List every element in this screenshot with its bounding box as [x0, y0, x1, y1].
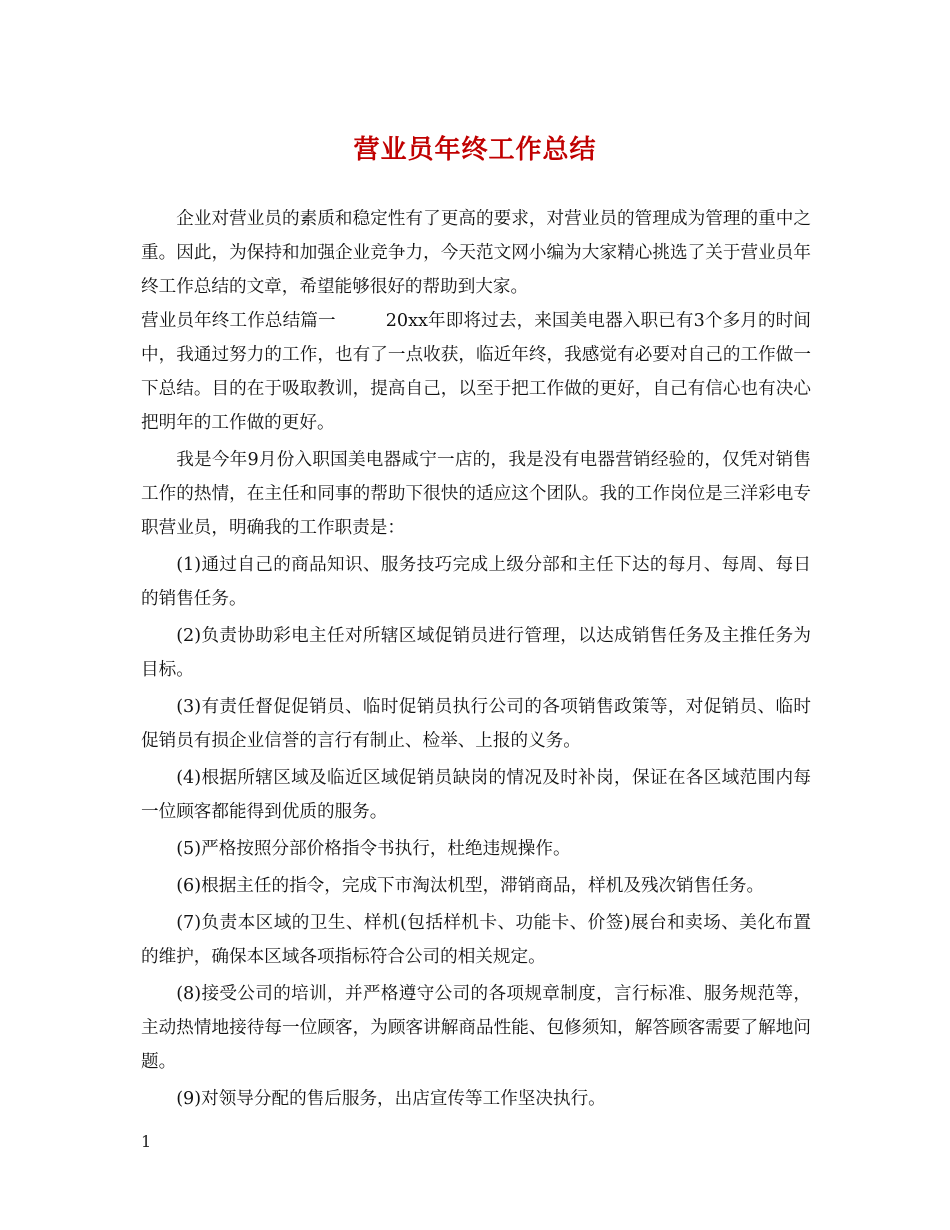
- section-heading: 营业员年终工作总结篇一: [141, 311, 336, 331]
- duty-item-1: (1)通过自己的商品知识、服务技巧完成上级分部和主任下达的每月、每周、每日的销售任务。: [141, 555, 811, 609]
- page-number: 1: [141, 1132, 152, 1151]
- duty-item-4: (4)根据所辖区域及临近区域促销员缺岗的情况及时补岗，保证在各区域范围内每一位顾客都能得到优质的服务。: [141, 768, 811, 822]
- duty-item-7: (7)负责本区域的卫生、样机(包括样机卡、功能卡、价签)展台和卖场、美化布置的维护，确保本区域各项指标符合公司的相关规定。: [141, 913, 811, 967]
- section-first-paragraph: [141, 304, 811, 440]
- document-body: [141, 202, 811, 1116]
- duty-item-3: (3)有责任督促促销员、临时促销员执行公司的各项销售政策等，对促销员、临时促销员有损企业信誉的言行有制止、检举、上报的义务。: [141, 697, 811, 751]
- document-title: 营业员年终工作总结: [353, 135, 597, 165]
- section-first-text: 20xx年即将过去，来国美电器入职已有3个多月的时间中，我通过努力的工作，也有了一点收获，临近年终，我感觉有必要对自己的工作做一下总结。目的在于吸取教训，提高自己，以至于把工作做的更好，自己有信心也有决心把明年的工作做的更好。: [141, 311, 811, 433]
- paragraph-2: 我是今年9月份入职国美电器咸宁一店的，我是没有电器营销经验的，仅凭对销售工作的热情，在主任和同事的帮助下很快的适应这个团队。我的工作岗位是三洋彩电专职营业员，明确我的工作职责是：: [141, 450, 811, 538]
- intro-paragraph: 企业对营业员的素质和稳定性有了更高的要求，对营业员的管理成为管理的重中之重。因此，为保持和加强企业竞争力，今天范文网小编为大家精心挑选了关于营业员年终工作总结的文章，希望能够很好的帮助到大家。: [141, 209, 811, 297]
- duty-item-5: (5)严格按照分部价格指令书执行，杜绝违规操作。: [176, 839, 571, 859]
- duty-item-2: (2)负责协助彩电主任对所辖区域促销员进行管理，以达成销售任务及主推任务为目标。: [141, 626, 811, 680]
- duty-item-6: (6)根据主任的指令，完成下市淘汰机型，滞销商品，样机及残次销售任务。: [176, 876, 765, 896]
- duty-item-9: (9)对领导分配的售后服务，出店宣传等工作坚决执行。: [176, 1089, 606, 1109]
- duty-item-8: (8)接受公司的培训，并严格遵守公司的各项规章制度，言行标准、服务规范等，主动热情地接待每一位顾客，为顾客讲解商品性能、包修须知，解答顾客需要了解地问题。: [141, 984, 811, 1072]
